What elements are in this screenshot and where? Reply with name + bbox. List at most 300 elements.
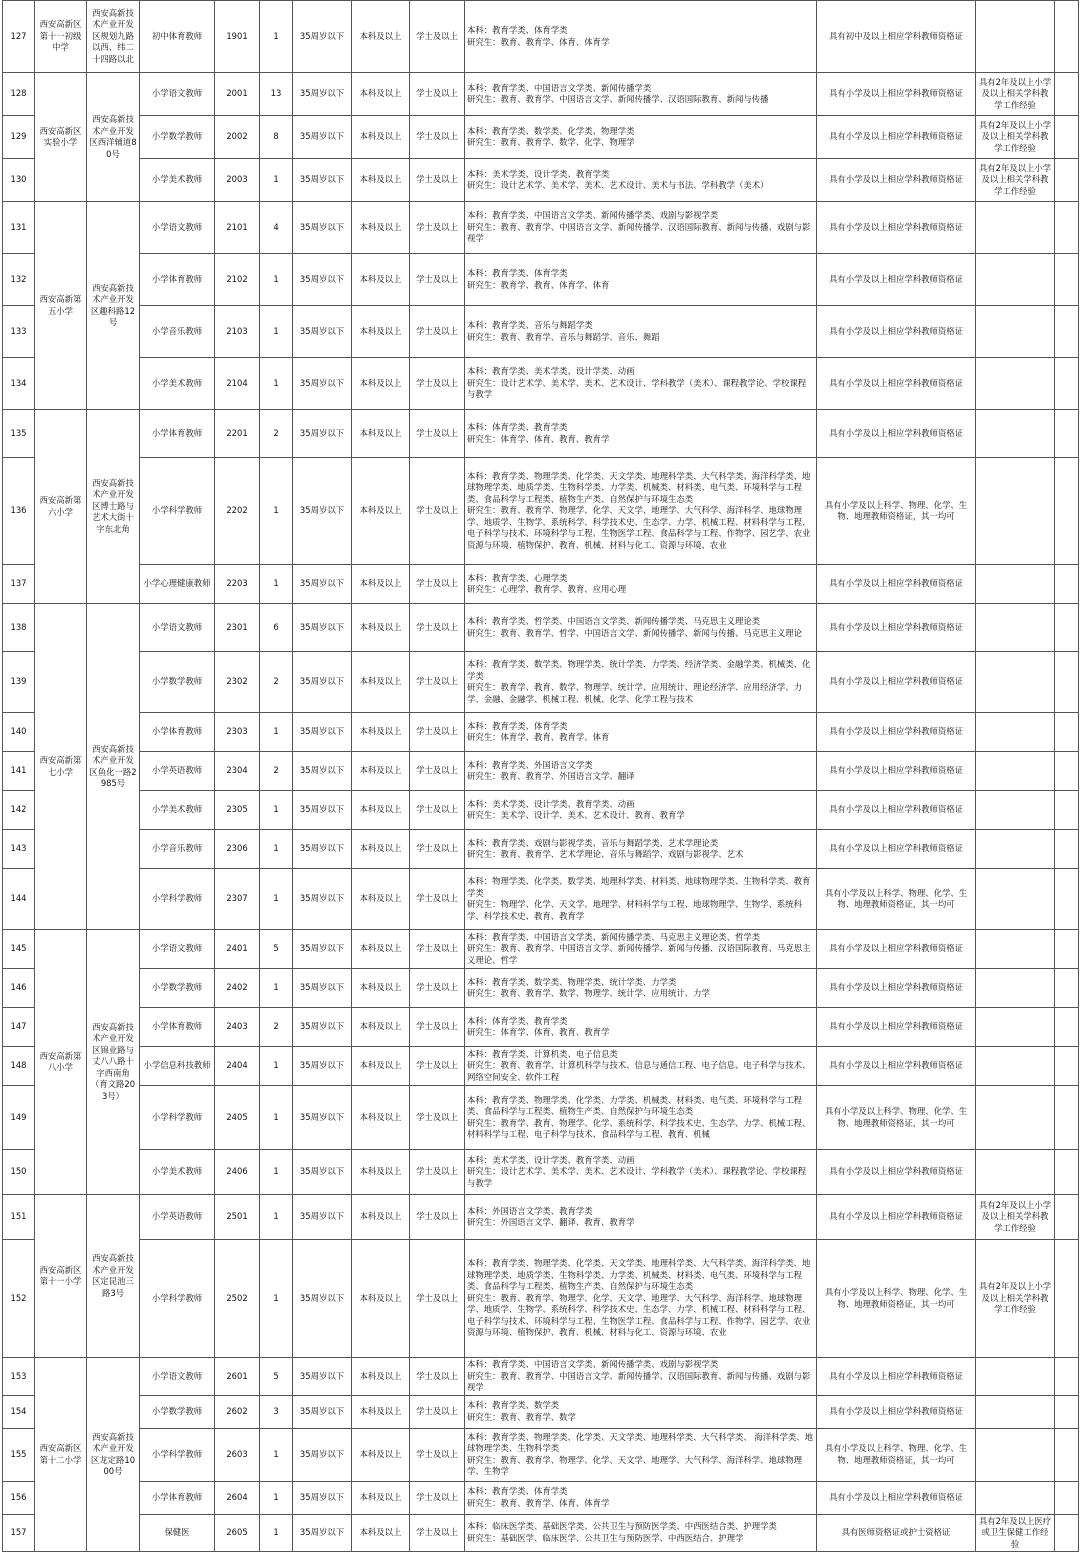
table-row [3, 1047, 1079, 1086]
extra-column [1055, 604, 1079, 652]
extra-column [1055, 1047, 1079, 1086]
major-line: 本科：教育学类、数学类、化学类、物理学类 [467, 125, 635, 136]
hire-count: 2 [260, 1008, 293, 1047]
education-requirement: 本科及以上 [352, 713, 410, 752]
post-code: 2305 [215, 791, 260, 830]
major-requirement [465, 1150, 817, 1195]
extra-column [1055, 1428, 1079, 1481]
age-requirement: 35周岁以下 [293, 254, 352, 306]
education-requirement: 本科及以上 [352, 830, 410, 869]
major-line: 研究生：教育、教育学、计算机科学与技术、信息与通信工程、电子信息、电子科学与技术、网络空间安全、软件工程 [467, 1060, 811, 1082]
table-row [3, 969, 1079, 1008]
degree-requirement: 学士及以上 [410, 1086, 465, 1150]
post-code: 2102 [215, 254, 260, 306]
major-line: 研究生：教育、教育学、物理学、化学、天文学、地理学、大气科学、海洋科学、地球物理学、生物学 [467, 1454, 802, 1476]
post-name: 小学语文教师 [140, 73, 215, 116]
school-name: 西安高新第六小学 [35, 410, 87, 604]
table-row [3, 458, 1079, 565]
post-code: 2306 [215, 830, 260, 869]
table-row [3, 604, 1079, 652]
row-number: 138 [3, 604, 35, 652]
education-requirement: 本科及以上 [352, 202, 410, 254]
education-requirement: 本科及以上 [352, 306, 410, 358]
table-row [3, 652, 1079, 713]
hire-count: 5 [260, 930, 293, 969]
major-requirement [465, 254, 817, 306]
post-code: 2603 [215, 1428, 260, 1481]
post-name: 小学体育教师 [140, 713, 215, 752]
major-line: 本科：教育学类、外国语言文学类 [467, 759, 593, 770]
major-requirement [465, 752, 817, 791]
hire-count: 1 [260, 306, 293, 358]
education-requirement: 本科及以上 [352, 1086, 410, 1150]
major-line: 本科：教育学类、物理学类、化学类、天文学类、地理科学类、大气科学类、海洋科学类、地球物理学类、地质学类、生物科学类、力学类、机械类、材料类、电气类、环境科学与工程类、食品科学与工程类、植物生产类、自然保护与环境生态类 [467, 1258, 811, 1292]
post-name: 小学语文教师 [140, 1358, 215, 1396]
major-requirement [465, 652, 817, 713]
certificate-requirement: 具有小学及以上相应学科教师资格证 [817, 791, 976, 830]
education-requirement: 本科及以上 [352, 1481, 410, 1514]
table-row [3, 1150, 1079, 1195]
row-number: 139 [3, 652, 35, 713]
major-line: 研究生：设计艺术学、美术学、美术、艺术设计、美术与书法、学科教学（美术） [467, 180, 769, 190]
education-requirement: 本科及以上 [352, 1395, 410, 1428]
post-name: 小学体育教师 [140, 254, 215, 306]
post-name: 小学科学教师 [140, 1086, 215, 1150]
table-row [3, 410, 1079, 458]
post-code: 2502 [215, 1240, 260, 1358]
table-row [3, 1086, 1079, 1150]
education-requirement: 本科及以上 [352, 652, 410, 713]
certificate-requirement: 具有小学及以上相应学科教师资格证 [817, 752, 976, 791]
other-requirement [976, 410, 1055, 458]
age-requirement: 35周岁以下 [293, 358, 352, 410]
table-row [3, 791, 1079, 830]
major-line: 研究生：教育、教育学、物理学、化学、天文学、地理学、大气科学、海洋科学、地球物理学、地质学、生物学、系统科学、科学技术史、生态学、力学、机械工程、材料科学与工程、电子科学与技术、环境科学与工程、生物医学工程、食品科学与工程、作物学、园艺学、农业资源与环境、植物保护、教育、机械、材料与化工、资源与环境、农业 [467, 505, 811, 550]
major-requirement [465, 116, 817, 159]
other-requirement [976, 1, 1055, 73]
major-requirement [465, 1195, 817, 1240]
other-requirement [976, 1086, 1055, 1150]
extra-column [1055, 1240, 1079, 1358]
extra-column [1055, 830, 1079, 869]
hire-count: 2 [260, 410, 293, 458]
extra-column [1055, 358, 1079, 410]
post-name: 小学信息科技教师 [140, 1047, 215, 1086]
extra-column [1055, 969, 1079, 1008]
table-row [3, 1195, 1079, 1240]
hire-count: 1 [260, 1428, 293, 1481]
post-name: 小学数学教师 [140, 116, 215, 159]
major-line: 本科：教育学类、中国语言文学类、新闻传播学类、戏剧与影视学类 [467, 1359, 719, 1369]
extra-column [1055, 73, 1079, 116]
extra-column [1055, 116, 1079, 159]
major-requirement [465, 869, 817, 930]
school-address: 西安高新技术产业开发区西洋辅道80号 [87, 73, 140, 202]
row-number: 143 [3, 830, 35, 869]
school-name: 西安高新第八小学 [35, 930, 87, 1195]
degree-requirement: 学士及以上 [410, 652, 465, 713]
table-row [3, 1358, 1079, 1396]
other-requirement: 具有2年及以上小学及以上相关学科教学工作经验 [976, 1240, 1055, 1358]
age-requirement: 35周岁以下 [293, 116, 352, 159]
post-name: 小学心理健康教师 [140, 565, 215, 604]
education-requirement: 本科及以上 [352, 930, 410, 969]
extra-column [1055, 869, 1079, 930]
row-number: 142 [3, 791, 35, 830]
table-row [3, 202, 1079, 254]
row-number: 140 [3, 713, 35, 752]
post-code: 2201 [215, 410, 260, 458]
major-requirement [465, 202, 817, 254]
hire-count: 1 [260, 1481, 293, 1514]
certificate-requirement: 具有小学及以上相应学科教师资格证 [817, 1395, 976, 1428]
hire-count: 1 [260, 159, 293, 202]
post-code: 2404 [215, 1047, 260, 1086]
extra-column [1055, 1008, 1079, 1047]
post-name: 小学美术教师 [140, 1150, 215, 1195]
major-requirement [465, 1514, 817, 1552]
certificate-requirement: 具有小学及以上相应学科教师资格证 [817, 254, 976, 306]
age-requirement: 35周岁以下 [293, 1047, 352, 1086]
age-requirement: 35周岁以下 [293, 1481, 352, 1514]
education-requirement: 本科及以上 [352, 1240, 410, 1358]
certificate-requirement: 具有小学及以上科学、物理、化学、生物、地理教师资格证，其一均可 [817, 1086, 976, 1150]
other-requirement [976, 1358, 1055, 1396]
extra-column [1055, 458, 1079, 565]
post-name: 小学美术教师 [140, 159, 215, 202]
degree-requirement: 学士及以上 [410, 930, 465, 969]
post-code: 2002 [215, 116, 260, 159]
other-requirement [976, 306, 1055, 358]
age-requirement: 35周岁以下 [293, 1150, 352, 1195]
row-number: 134 [3, 358, 35, 410]
table-row [3, 116, 1079, 159]
row-number: 145 [3, 930, 35, 969]
row-number: 152 [3, 1240, 35, 1358]
certificate-requirement: 具有小学及以上科学、物理、化学、生物、地理教师资格证，其一均可 [817, 458, 976, 565]
major-line: 研究生：教育、教育学、音乐与舞蹈学、音乐、舞蹈 [467, 331, 660, 342]
hire-count: 1 [260, 458, 293, 565]
major-line: 本科：教育学类、体育学类 [467, 1486, 568, 1496]
major-line: 研究生：物理学、化学、天文学、地理学、材料科学与工程、地球物理学、生物学、系统科学、科学技术史、教育、教育学 [467, 899, 802, 921]
age-requirement: 35周岁以下 [293, 969, 352, 1008]
row-number: 137 [3, 565, 35, 604]
hire-count: 1 [260, 1047, 293, 1086]
other-requirement [976, 869, 1055, 930]
major-line: 研究生：教育、教育学、体育、体育学 [467, 1497, 610, 1508]
certificate-requirement: 具有小学及以上相应学科教师资格证 [817, 410, 976, 458]
degree-requirement: 学士及以上 [410, 791, 465, 830]
major-requirement [465, 358, 817, 410]
education-requirement: 本科及以上 [352, 1150, 410, 1195]
other-requirement [976, 458, 1055, 565]
major-line: 本科：教育学类、物理学类、化学类、天文学类、地理科学类、大气科学类、 海洋科学类、地球物理学类、生物科学类 [467, 1431, 814, 1453]
school-address: 西安高新技术产业开发区趣科路12号 [87, 202, 140, 410]
degree-requirement: 学士及以上 [410, 830, 465, 869]
age-requirement: 35周岁以下 [293, 1428, 352, 1481]
major-line: 研究生：教育、教育学、体育、体育学 [467, 36, 610, 47]
degree-requirement: 学士及以上 [410, 713, 465, 752]
recruitment-table [2, 0, 1079, 1552]
certificate-requirement: 具有小学及以上相应学科教师资格证 [817, 358, 976, 410]
major-requirement [465, 73, 817, 116]
age-requirement: 35周岁以下 [293, 73, 352, 116]
degree-requirement: 学士及以上 [410, 1150, 465, 1195]
degree-requirement: 学士及以上 [410, 458, 465, 565]
extra-column [1055, 202, 1079, 254]
hire-count: 1 [260, 1086, 293, 1150]
post-name: 小学数学教师 [140, 969, 215, 1008]
row-number: 136 [3, 458, 35, 565]
post-code: 2202 [215, 458, 260, 565]
major-line: 本科：教育学类、计算机类、电子信息类 [467, 1048, 618, 1059]
age-requirement: 35周岁以下 [293, 930, 352, 969]
post-name: 小学科学教师 [140, 1428, 215, 1481]
certificate-requirement: 具有小学及以上相应学科教师资格证 [817, 306, 976, 358]
major-line: 本科：体育学类、教育学类 [467, 422, 568, 432]
age-requirement: 35周岁以下 [293, 652, 352, 713]
post-name: 小学体育教师 [140, 410, 215, 458]
post-code: 1901 [215, 1, 260, 73]
row-number: 128 [3, 73, 35, 116]
post-name: 初中体育教师 [140, 1, 215, 73]
school-address: 西安高新技术产业开发区规划九路以西、纬二十四路以北 [87, 1, 140, 73]
age-requirement: 35周岁以下 [293, 1008, 352, 1047]
major-line: 研究生：教育、教育学、中国语言文学、新闻传播学、汉语国际教育、新闻与传播、戏剧与影视学 [467, 221, 811, 244]
major-requirement [465, 713, 817, 752]
certificate-requirement: 具有小学及以上科学、物理、化学、生物、地理教师资格证，其一均可 [817, 1428, 976, 1481]
certificate-requirement: 具有小学及以上相应学科教师资格证 [817, 1047, 976, 1086]
major-line: 研究生：体育学、体育、教育、教育学 [467, 1027, 610, 1037]
other-requirement [976, 1047, 1055, 1086]
major-line: 本科：美术学类、设计学类、教育学类 [467, 168, 610, 179]
major-line: 研究生：设计艺术学、美术学、美术、艺术设计、学科教学（美术）、课程教学论、学校课程与教学 [467, 1166, 807, 1188]
table-row [3, 1514, 1079, 1552]
major-line: 本科：教育学类、美术学类、设计学类、动画 [467, 366, 635, 377]
degree-requirement: 学士及以上 [410, 1, 465, 73]
major-requirement [465, 565, 817, 604]
major-requirement [465, 410, 817, 458]
other-requirement [976, 565, 1055, 604]
table-row [3, 930, 1079, 969]
age-requirement: 35周岁以下 [293, 1395, 352, 1428]
post-code: 2604 [215, 1481, 260, 1514]
extra-column [1055, 1481, 1079, 1514]
degree-requirement: 学士及以上 [410, 604, 465, 652]
certificate-requirement: 具有小学及以上相应学科教师资格证 [817, 565, 976, 604]
post-code: 2405 [215, 1086, 260, 1150]
major-line: 研究生：外国语言文学、翻译、教育、教育学 [467, 1217, 635, 1227]
post-name: 小学数学教师 [140, 1395, 215, 1428]
hire-count: 5 [260, 1358, 293, 1396]
major-line: 研究生：教育、教育学、中国语言文学、新闻传播学、汉语国际教育、新闻与传播 [467, 94, 769, 104]
major-line: 本科：教育学类、物理学类、化学类、力学类、机械类、材料类、电气类、环境科学与工程类、食品科学与工程类、植物生产类、自然保护与环境生态类 [467, 1094, 802, 1116]
other-requirement [976, 752, 1055, 791]
hire-count: 8 [260, 116, 293, 159]
certificate-requirement: 具有小学及以上相应学科教师资格证 [817, 930, 976, 969]
major-requirement [465, 830, 817, 869]
education-requirement: 本科及以上 [352, 969, 410, 1008]
age-requirement: 35周岁以下 [293, 1240, 352, 1358]
post-code: 2501 [215, 1195, 260, 1240]
table-row [3, 1428, 1079, 1481]
school-address: 西安高新技术产业开发区锦业路与丈八八路十字西南角（育文路203号） [87, 930, 140, 1195]
education-requirement: 本科及以上 [352, 1047, 410, 1086]
major-line: 本科：教育学类、体育学类 [467, 720, 568, 731]
post-name: 小学语文教师 [140, 604, 215, 652]
table-row [3, 830, 1079, 869]
major-line: 研究生：体育学、教育、教育学、体育 [467, 732, 610, 742]
school-name: 西安高新第五小学 [35, 202, 87, 410]
hire-count: 1 [260, 969, 293, 1008]
post-name: 小学美术教师 [140, 791, 215, 830]
age-requirement: 35周岁以下 [293, 1, 352, 73]
hire-count: 2 [260, 752, 293, 791]
hire-count: 1 [260, 1150, 293, 1195]
major-line: 本科：教育学类、中国语言文学类、新闻传播学类、戏剧与影视学类 [467, 210, 719, 221]
other-requirement [976, 1150, 1055, 1195]
certificate-requirement: 具有小学及以上相应学科教师资格证 [817, 73, 976, 116]
major-requirement [465, 1047, 817, 1086]
age-requirement: 35周岁以下 [293, 791, 352, 830]
major-requirement [465, 1358, 817, 1396]
post-name: 小学体育教师 [140, 1481, 215, 1514]
certificate-requirement: 具有小学及以上相应学科教师资格证 [817, 1358, 976, 1396]
age-requirement: 35周岁以下 [293, 1195, 352, 1240]
row-number: 131 [3, 202, 35, 254]
hire-count: 1 [260, 358, 293, 410]
other-requirement [976, 1008, 1055, 1047]
school-address: 西安高新技术产业开发区定昆池三路3号 [87, 1195, 140, 1358]
major-requirement [465, 1008, 817, 1047]
major-requirement [465, 306, 817, 358]
post-name: 小学科学教师 [140, 458, 215, 565]
education-requirement: 本科及以上 [352, 604, 410, 652]
other-requirement [976, 652, 1055, 713]
other-requirement [976, 830, 1055, 869]
major-requirement [465, 791, 817, 830]
hire-count: 1 [260, 791, 293, 830]
row-number: 129 [3, 116, 35, 159]
other-requirement: 具有2年及以上小学及以上相关学科教学工作经验 [976, 159, 1055, 202]
major-line: 研究生：体育学、体育、教育、教育学 [467, 433, 610, 444]
table-row [3, 306, 1079, 358]
post-name: 小学美术教师 [140, 358, 215, 410]
row-number: 155 [3, 1428, 35, 1481]
post-code: 2406 [215, 1150, 260, 1195]
other-requirement [976, 1395, 1055, 1428]
school-address: 西安高新技术产业开发区龙定路1000号 [87, 1358, 140, 1552]
table-row [3, 1008, 1079, 1047]
table-row [3, 159, 1079, 202]
school-address: 西安高新技术产业开发区博士路与艺术大街十字东北角 [87, 410, 140, 604]
post-code: 2101 [215, 202, 260, 254]
major-line: 本科：美术学类、设计学类、教育学类、动画 [467, 798, 635, 809]
table-row [3, 1, 1079, 73]
degree-requirement: 学士及以上 [410, 1240, 465, 1358]
post-name: 小学语文教师 [140, 202, 215, 254]
major-line: 研究生：教育、教育学、哲学、中国语言文学、新闻传播学、新闻与传播、马克思主义理论 [467, 627, 802, 638]
row-number: 149 [3, 1086, 35, 1150]
other-requirement [976, 1428, 1055, 1481]
major-line: 研究生：教育、教育学、物理学、化学、天文学、地理学、大气科学、海洋科学、地球物理学、地质学、生物学、系统科学、科学技术史、生态学、力学、机械工程、材料科学与工程、电子科学与技术、环境科学与工程、生物医学工程、食品科学与工程、作物学、园艺学、农业资源与环境、植物保护、教育、机械、材料与化工、资源与环境、农业 [467, 1292, 811, 1338]
hire-count: 2 [260, 652, 293, 713]
other-requirement [976, 254, 1055, 306]
education-requirement: 本科及以上 [352, 73, 410, 116]
other-requirement [976, 791, 1055, 830]
age-requirement: 35周岁以下 [293, 869, 352, 930]
degree-requirement: 学士及以上 [410, 410, 465, 458]
other-requirement [976, 969, 1055, 1008]
degree-requirement: 学士及以上 [410, 1047, 465, 1086]
post-code: 2601 [215, 1358, 260, 1396]
education-requirement: 本科及以上 [352, 254, 410, 306]
major-line: 研究生：教育学、教育、体育学、体育 [467, 279, 610, 290]
degree-requirement: 学士及以上 [410, 254, 465, 306]
major-requirement [465, 1428, 817, 1481]
certificate-requirement: 具有小学及以上科学、物理、化学、生物、地理教师资格证，其一均可 [817, 869, 976, 930]
other-requirement [976, 713, 1055, 752]
major-requirement [465, 930, 817, 969]
row-number: 127 [3, 1, 35, 73]
table-row [3, 254, 1079, 306]
age-requirement: 35周岁以下 [293, 830, 352, 869]
certificate-requirement: 具有初中及以上相应学科教师资格证 [817, 1, 976, 73]
row-number: 157 [3, 1514, 35, 1552]
table-row [3, 752, 1079, 791]
age-requirement: 35周岁以下 [293, 1086, 352, 1150]
education-requirement: 本科及以上 [352, 358, 410, 410]
major-requirement [465, 1086, 817, 1150]
hire-count: 1 [260, 1, 293, 73]
post-code: 2203 [215, 565, 260, 604]
post-code: 2301 [215, 604, 260, 652]
other-requirement: 具有2年及以上小学及以上相关学科教学工作经验 [976, 116, 1055, 159]
post-name: 小学科学教师 [140, 869, 215, 930]
school-name: 西安高新区第十一小学 [35, 1195, 87, 1358]
row-number: 132 [3, 254, 35, 306]
major-requirement [465, 1240, 817, 1358]
education-requirement: 本科及以上 [352, 410, 410, 458]
certificate-requirement: 具有小学及以上相应学科教师资格证 [817, 159, 976, 202]
major-line: 本科：物理学类、化学类、数学类、地理科学类、材料类、地球物理学类、生物科学类、教育学类 [467, 876, 811, 898]
post-code: 2304 [215, 752, 260, 791]
degree-requirement: 学士及以上 [410, 1395, 465, 1428]
degree-requirement: 学士及以上 [410, 116, 465, 159]
hire-count: 1 [260, 565, 293, 604]
post-code: 2605 [215, 1514, 260, 1552]
major-line: 研究生：教育、教育学、艺术学理论、音乐与舞蹈学、戏剧与影视学、艺术 [467, 849, 744, 859]
extra-column [1055, 254, 1079, 306]
post-name: 小学英语教师 [140, 752, 215, 791]
extra-column [1055, 410, 1079, 458]
major-line: 本科：教育学类、心理学类 [467, 572, 568, 583]
major-line: 本科：教育学类、体育学类 [467, 268, 568, 278]
degree-requirement: 学士及以上 [410, 1428, 465, 1481]
major-line: 研究生：教育、教育学、数学、物理学、统计学、应用统计、力学 [467, 988, 710, 998]
hire-count: 13 [260, 73, 293, 116]
hire-count: 3 [260, 1395, 293, 1428]
major-requirement [465, 1, 817, 73]
certificate-requirement: 具有小学及以上相应学科教师资格证 [817, 1481, 976, 1514]
major-requirement [465, 159, 817, 202]
post-name: 小学音乐教师 [140, 306, 215, 358]
major-line: 本科：教育学类、数学类、物理学类、统计学类、力学类 [467, 976, 677, 987]
age-requirement: 35周岁以下 [293, 752, 352, 791]
table-row [3, 713, 1079, 752]
certificate-requirement: 具有小学及以上相应学科教师资格证 [817, 1150, 976, 1195]
recruitment-table-page [2, 0, 1078, 1552]
